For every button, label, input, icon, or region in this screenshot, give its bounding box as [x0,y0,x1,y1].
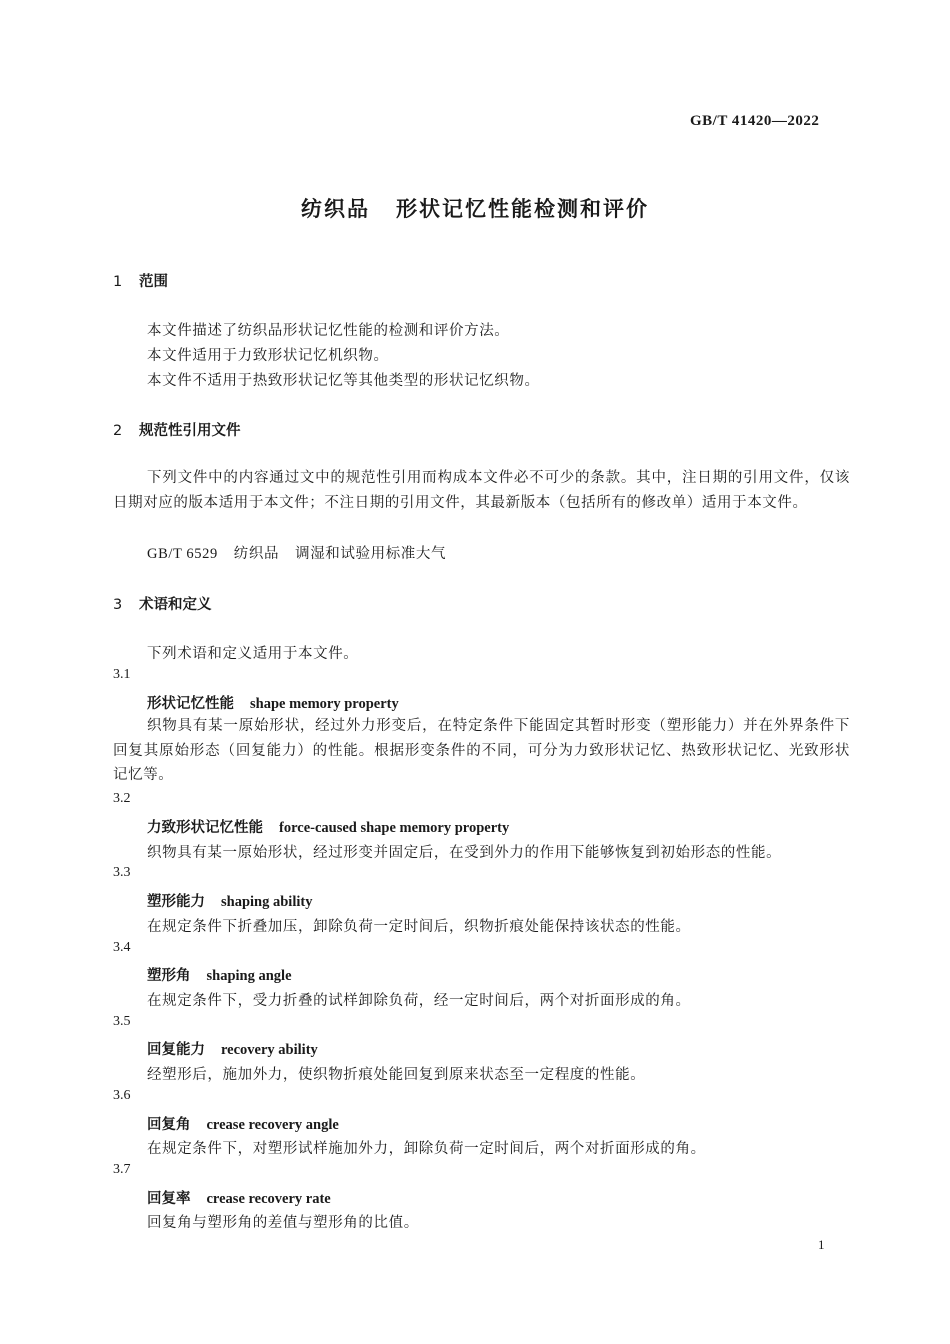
section-title: 规范性引用文件 [139,423,241,439]
section-1-paragraph-3: 本文件不适用于热致形状记忆等其他类型的形状记忆织物。 [147,373,540,389]
term-definition: 织物具有某一原始形状，经过形变并固定后，在受到外力的作用下能够恢复到初始形态的性能。 [147,845,782,861]
term-zh: 形状记忆性能 [147,696,234,712]
term-heading [147,1187,331,1208]
term-number: 3.3 [113,865,131,880]
title-part-2: 形状记忆性能检测和评价 [396,197,649,221]
term-zh: 回复角 [147,1117,191,1133]
term-zh: 力致形状记忆性能 [147,820,263,836]
term-definition: 在规定条件下折叠加压，卸除负荷一定时间后，织物折痕处能保持该状态的性能。 [147,919,691,935]
term-definition: 织物具有某一原始形状，经过外力形变后，在特定条件下能固定其暂时形变（塑形能力）并在外界条件下回复其原始形态（回复能力）的性能。根据形变条件的不同，可分为力致形状记忆、热致形状记忆、光致形状记忆等。 [113,718,850,783]
term-number: 3.7 [113,1162,131,1177]
term-heading [147,964,292,985]
term-en: crease recovery angle [206,1117,339,1133]
term-definition: 在规定条件下，对塑形试样施加外力，卸除负荷一定时间后，两个对折面形成的角。 [147,1141,706,1157]
term-en: shaping angle [206,968,292,984]
section-1-paragraph-1: 本文件描述了纺织品形状记忆性能的检测和评价方法。 [147,323,510,339]
standard-number: GB/T 41420—2022 [690,113,820,129]
section-3-heading [113,593,212,614]
term-number: 3.5 [113,1014,131,1029]
section-2-heading [113,419,241,440]
normative-reference [147,542,446,563]
section-title: 术语和定义 [139,597,212,613]
term-en: shape memory property [250,696,399,712]
section-2-intro: 下列文件中的内容通过文中的规范性引用而构成本文件必不可少的条款。其中，注日期的引用文件，仅该日期对应的版本适用于本文件；不注日期的引用文件，其最新版本（包括所有的修改单）适用于本文件。 [113,470,850,511]
term-zh: 回复率 [147,1191,191,1207]
term-en: force-caused shape memory property [279,820,510,836]
term-heading [147,890,312,911]
term-number: 3.6 [113,1088,131,1103]
term-zh: 回复能力 [147,1042,205,1058]
term-heading [147,692,399,713]
section-3-intro: 下列术语和定义适用于本文件。 [147,646,359,662]
section-number: 3 [113,597,123,613]
term-heading [147,816,509,837]
term-number: 3.1 [113,667,131,682]
document-title [0,193,950,223]
term-heading [147,1113,339,1134]
reference-title-part-2: 调湿和试验用标准大气 [295,546,447,562]
term-definition: 经塑形后，施加外力，使织物折痕处能回复到原来状态至一定程度的性能。 [147,1067,646,1083]
term-heading [147,1038,318,1059]
term-en: shaping ability [221,894,313,910]
term-en: recovery ability [221,1042,318,1058]
section-number: 1 [113,274,123,290]
page-number: 1 [818,1237,825,1252]
term-zh: 塑形能力 [147,894,205,910]
term-number: 3.2 [113,791,131,806]
reference-code: GB/T 6529 [147,546,218,562]
section-title: 范围 [139,274,168,290]
term-number: 3.4 [113,940,131,955]
term-definition: 回复角与塑形角的差值与塑形角的比值。 [147,1215,419,1231]
title-part-1: 纺织品 [301,197,370,221]
term-definition: 在规定条件下，受力折叠的试样卸除负荷，经一定时间后，两个对折面形成的角。 [147,993,691,1009]
reference-title-part-1: 纺织品 [233,546,280,562]
section-1-paragraph-2: 本文件适用于力致形状记忆机织物。 [147,348,389,364]
term-en: crease recovery rate [206,1191,331,1207]
term-zh: 塑形角 [147,968,191,984]
section-1-heading [113,270,168,291]
section-number: 2 [113,423,123,439]
